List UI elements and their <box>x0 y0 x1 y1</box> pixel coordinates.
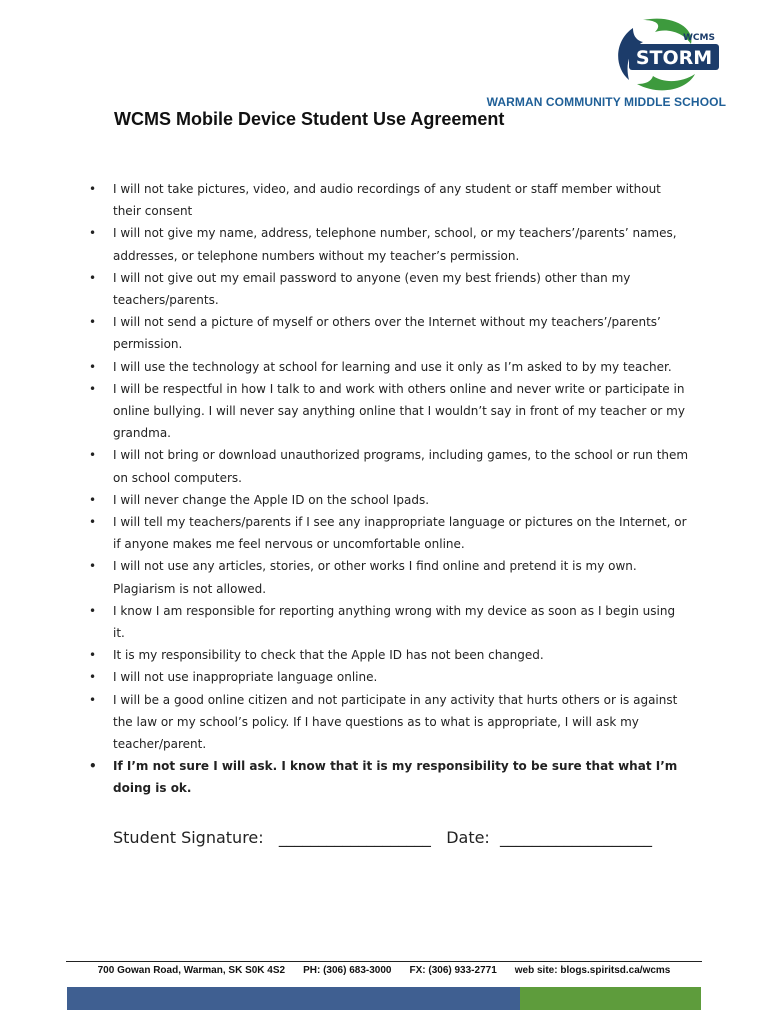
storm-swirl-icon <box>603 14 725 96</box>
rule-item <box>89 755 689 799</box>
student-signature-line: ___________________ <box>278 828 431 847</box>
rule-item <box>89 267 689 311</box>
rule-text: I will not use inappropriate language online. <box>113 670 378 685</box>
bullet-icon: • <box>89 270 97 285</box>
rule-item <box>89 555 689 599</box>
bullet-icon: • <box>89 692 97 707</box>
rule-text: I will be a good online citizen and not participate in any activity that hurts others or is against the law or my school’s policy. If I have questions as to what is appropriate, I will ask my teacher/parent. <box>113 692 678 752</box>
rule-text: I will not give out my email password to anyone (even my best friends) other than my teachers/parents. <box>113 270 631 308</box>
rule-item <box>89 178 689 222</box>
rule-item <box>89 644 689 666</box>
rule-text: I will not give my name, address, telephone number, school, or my teachers’/parents’ names, addresses, or telephone numbers without my teacher’s permission. <box>113 226 677 263</box>
rule-text: I will tell my teachers/parents if I see any inappropriate language or pictures on the Internet, or if anyone makes me feel nervous or uncomfortable online. <box>113 515 687 552</box>
bullet-icon: • <box>89 359 97 374</box>
rule-text: If I’m not sure I will ask. I know that it is my responsibility to be sure that what I’m doing is ok. <box>113 759 678 796</box>
rule-text: I will never change the Apple ID on the school Ipads. <box>113 492 430 507</box>
rule-item <box>89 356 689 378</box>
rule-text: I will not take pictures, video, and audio recordings of any student or staff member without their consent <box>113 182 661 219</box>
agreement-rules-list <box>89 178 689 800</box>
rule-text: It is my responsibility to check that the Apple ID has not been changed. <box>113 648 544 663</box>
bullet-icon: • <box>89 670 97 685</box>
svg-text:STORM: STORM <box>635 47 713 69</box>
rule-item <box>89 666 689 688</box>
footer-website: web site: blogs.spiritsd.ca/wcms <box>514 965 671 976</box>
bullet-icon: • <box>89 226 97 241</box>
footer-fax: FX: (306) 933-2771 <box>409 965 497 976</box>
signature-row <box>113 828 652 847</box>
footer-phone: PH: (306) 683-3000 <box>303 965 392 976</box>
rule-item <box>89 311 689 355</box>
bullet-icon: • <box>89 515 97 530</box>
rule-item <box>89 511 689 555</box>
rule-item <box>89 222 689 266</box>
rule-item <box>89 600 689 644</box>
rule-item <box>89 689 689 756</box>
bullet-icon: • <box>89 381 97 396</box>
footer-bar-blue <box>67 987 520 1010</box>
rule-text: I will use the technology at school for learning and use it only as I’m asked to by my teacher. <box>113 359 672 374</box>
bullet-icon: • <box>89 492 97 507</box>
rule-text: I will be respectful in how I talk to and work with others online and never write or participate in online bullying. I will never say anything online that I wouldn’t say in front of my teacher or my grandma. <box>113 381 685 441</box>
rule-text: I will not send a picture of myself or others over the Internet without my teachers’/parents’ permission. <box>113 315 661 352</box>
page-title: WCMS Mobile Device Student Use Agreement <box>114 109 505 129</box>
bullet-icon: • <box>89 648 97 663</box>
footer-address: 700 Gowan Road, Warman, SK S0K 4S2 <box>97 965 286 976</box>
rule-item <box>89 444 689 488</box>
rule-text: I know I am responsible for reporting anything wrong with my device as soon as I begin using it. <box>113 603 676 641</box>
svg-text:WCMS: WCMS <box>683 33 715 43</box>
rule-text: I will not use any articles, stories, or other works I find online and pretend it is my own. Plagiarism is not allowed. <box>113 559 637 596</box>
wcms-storm-logo <box>603 14 725 96</box>
bullet-icon: • <box>89 448 97 463</box>
footer <box>66 965 702 976</box>
rule-item <box>89 378 689 445</box>
footer-divider <box>66 961 702 962</box>
student-signature-label: Student Signature: <box>113 828 264 847</box>
bullet-icon: • <box>89 559 97 574</box>
bullet-icon: • <box>89 759 97 774</box>
date-line: ___________________ <box>500 828 652 847</box>
rule-item <box>89 489 689 511</box>
date-label: Date: <box>446 828 490 847</box>
bullet-icon: • <box>89 182 97 196</box>
bullet-icon: • <box>89 603 97 618</box>
bullet-icon: • <box>89 315 97 330</box>
school-name: WARMAN COMMUNITY MIDDLE SCHOOL <box>486 95 726 109</box>
footer-bar-green <box>520 987 701 1010</box>
rule-text: I will not bring or download unauthorized programs, including games, to the school or run them on school computers. <box>113 448 689 485</box>
